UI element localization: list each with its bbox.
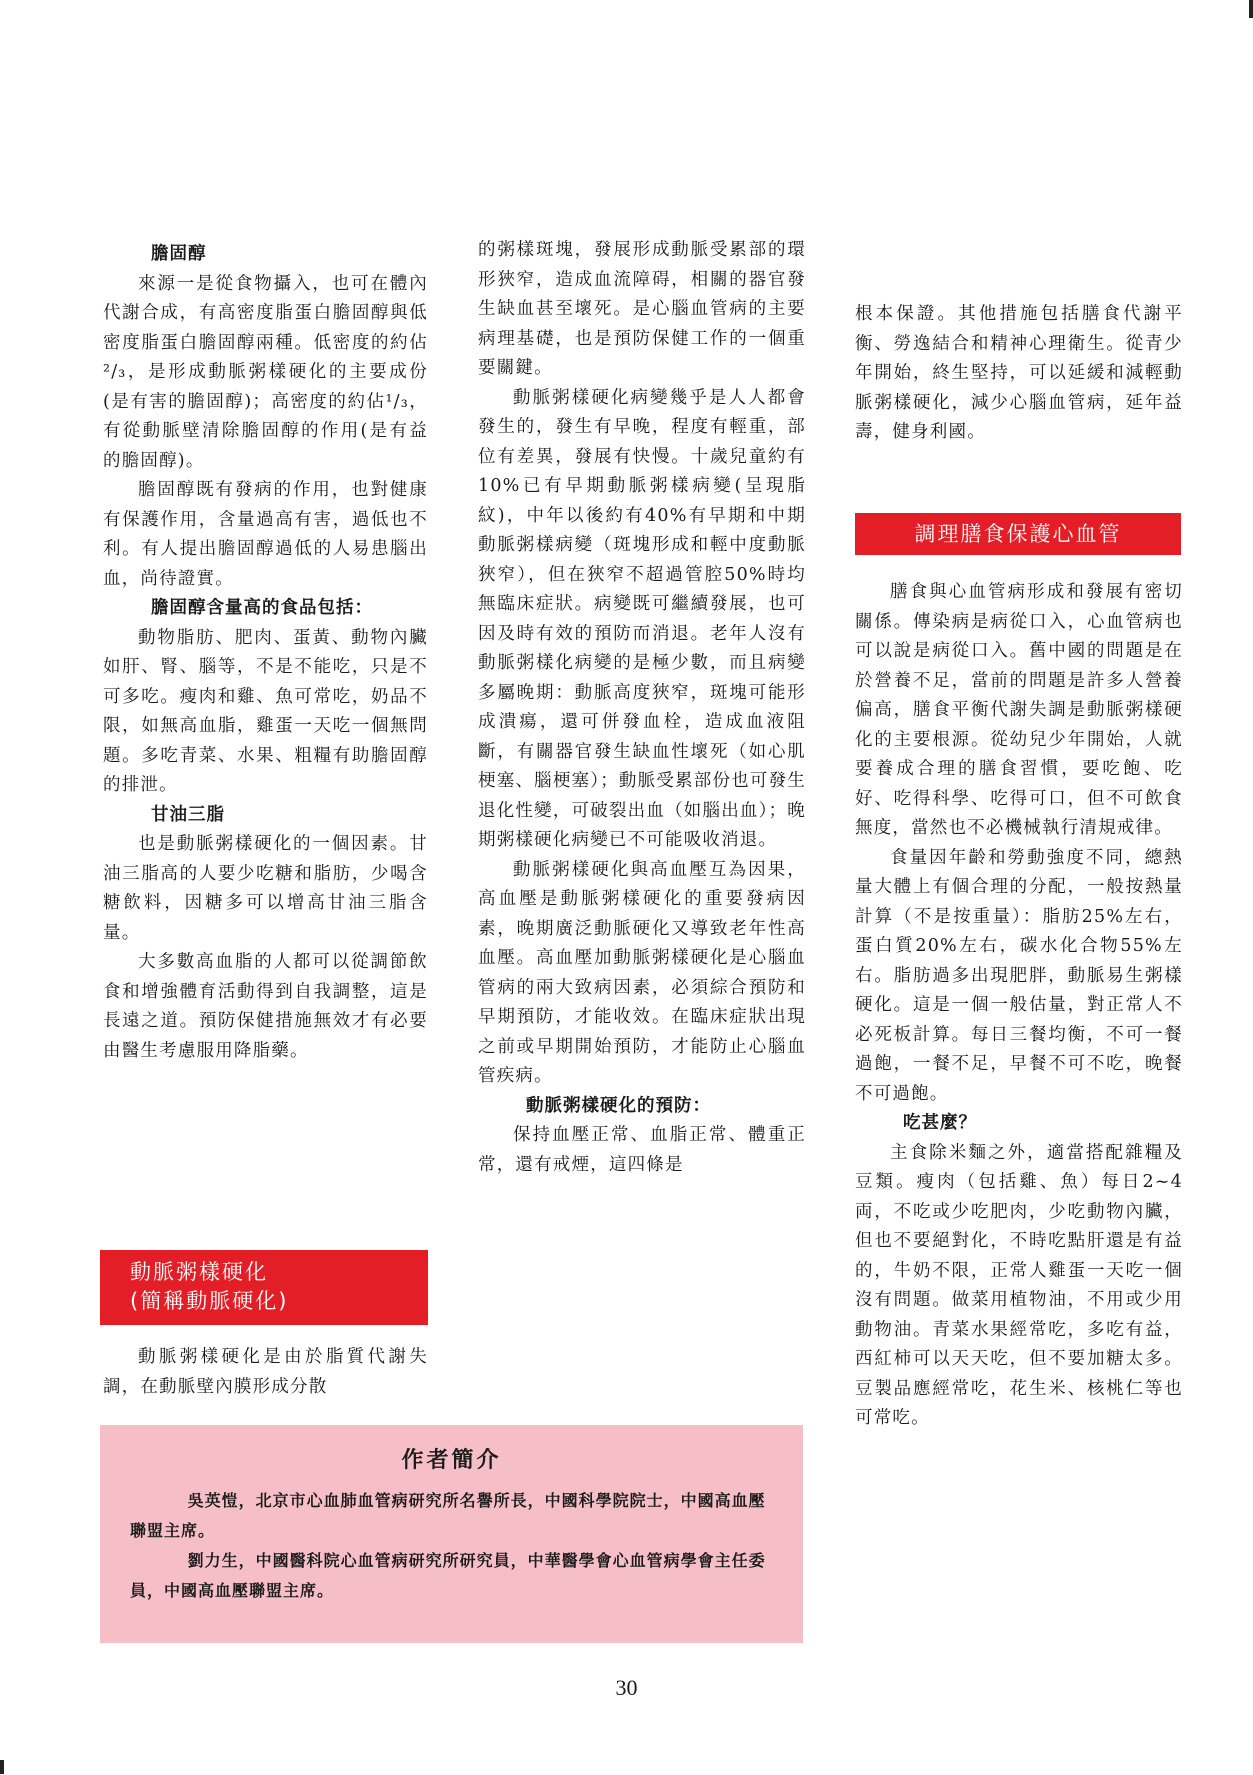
paragraph: 食量因年齡和勞動強度不同，總熱量大體上有個合理的分配，一般按熱量計算（不是按重量）：脂肪25%左右，蛋白質20%左右，碳水化合物55%左右。脂肪過多出現肥胖，動脈易生粥樣硬化。這是一個一般估量，對正常人不必死板計算。每日三餐均衡，不可一餐過飽，一餐不足，早餐不可不吃，晚餐不可過飽。 bbox=[855, 847, 1183, 1104]
section-heading: 膽固醇 bbox=[151, 244, 207, 264]
paragraph: 保持血壓正常、血脂正常、體重正常，還有戒煙，這四條是 bbox=[478, 1125, 806, 1175]
column-right-bottom bbox=[855, 578, 1183, 1434]
paragraph: 膳食與心血管病形成和發展有密切關係。傳染病是病從口入，心血管病也可以說是病從口入。舊中國的問題是在於營養不足，當前的問題是許多人營養偏高，膳食平衡代謝失調是動脈粥樣硬化的主要根源。從幼兒少年開始，人就要養成合理的膳食習慣，要吃飽、吃好、吃得科學、吃得可口，但不可飲食無度，當然也不必機械執行清規戒律。 bbox=[855, 582, 1183, 838]
section-heading: 動脈粥樣硬化的預防： bbox=[526, 1095, 711, 1116]
section-heading: 吃甚麼？ bbox=[903, 1113, 977, 1133]
paragraph: 根本保證。其他措施包括膳食代謝平衡、勞逸結合和精神心理衛生。從青少年開始，終生堅持，可以延緩和減輕動脈粥樣硬化，減少心腦血管病，延年益壽，健身利國。 bbox=[855, 304, 1183, 442]
page-number: 30 bbox=[615, 1675, 638, 1700]
author-box-title: 作者簡介 bbox=[401, 1448, 502, 1473]
paragraph: 大多數高血脂的人都可以從調節飲食和增強體育活動得到自我調整，這是長遠之道。預防保健措施無效才有必要由醫生考慮服用降脂藥。 bbox=[103, 952, 428, 1061]
paragraph: 也是動脈粥樣硬化的一個因素。甘油三脂高的人要少吃糖和脂肪，少喝含糖飲料，因糖多可以增高甘油三脂含量。 bbox=[103, 834, 428, 943]
paragraph: 動脈粥樣硬化與高血壓互為因果，高血壓是動脈粥樣硬化的重要發病因素，晚期廣泛動脈硬化又導致老年性高血壓。高血壓加動脈粥樣硬化是心腦血管病的兩大致病因素，必須綜合預防和早期預防，才能收效。在臨床症狀出現之前或早期開始預防，才能防止心腦血管疾病。 bbox=[478, 859, 806, 1086]
column-right bbox=[855, 300, 1183, 448]
paragraph: 動脈粥樣硬化病變幾乎是人人都會發生的，發生有早晚，程度有輕重，部位有差異，發展有快慢。十歲兒童約有10%已有早期動脈粥樣病變(呈現脂紋)，中年以後約有40%有早期和中期動脈粥樣病變（斑塊形成和輕中度動脈狹窄），但在狹窄不超過管腔50%時均無臨床症狀。病變既可繼續發展，也可因及時有效的預防而消退。老年人沒有動脈粥樣化病變的是極少數，而且病變多屬晚期：動脈高度狹窄，斑塊可能形成潰瘍，還可併發血栓，造成血液阻斷，有關器官發生缺血性壞死（如心肌梗塞、腦梗塞）；動脈受累部份也可發生退化性變，可破裂出血（如腦出血）；晚期粥樣硬化病變已不可能吸收消退。 bbox=[478, 387, 806, 850]
paragraph: 膽固醇既有發病的作用，也對健康有保護作用，含量過高有害，過低也不利。有人提出膽固醇過低的人易患腦出血，尚待證實。 bbox=[103, 480, 428, 589]
paragraph: 動物脂肪、肥肉、蛋黃、動物內臟如肝、腎、腦等，不是不能吃，只是不可多吃。瘦肉和雞、魚可常吃，奶品不限，如無高血脂，雞蛋一天吃一個無問題。多吃青菜、水果、粗糧有助膽固醇的排泄。 bbox=[103, 627, 428, 795]
column-left bbox=[103, 240, 428, 1066]
section-title-box: 調理膳食保護心血管 bbox=[855, 513, 1181, 555]
section-title-line: 動脈粥樣硬化 bbox=[130, 1260, 268, 1284]
section-heading: 甘油三脂 bbox=[151, 804, 225, 825]
paragraph: 主食除米麵之外，適當搭配雜糧及豆類。瘦肉（包括雞、魚）每日2~4両，不吃或少吃肥肉，少吃動物內臟，但也不要絕對化，不時吃點肝還是有益的，牛奶不限，正常人雞蛋一天吃一個沒有問題。做菜用植物油，不用或少用動物油。青菜水果經常吃，多吃有益，西紅柿可以天天吃，但不要加糖太多。豆製品應經常吃，花生米、核桃仁等也可常吃。 bbox=[855, 1142, 1183, 1428]
author-bio: 吳英愷，北京市心血肺血管病研究所名譽所長，中國科學院院士，中國高血壓聯盟主席。 bbox=[130, 1491, 766, 1540]
paragraph: 來源一是從食物攝入，也可在體內代謝合成，有高密度脂蛋白膽固醇與低密度脂蛋白膽固醇兩種。低密度的約佔²/₃，是形成動脈粥樣硬化的主要成份(是有害的膽固醇)；高密度的約佔¹/₃，有從動脈壁清除膽固醇的作用(是有益的膽固醇)。 bbox=[103, 273, 428, 471]
author-bio: 劉力生，中國醫科院心血管病研究所研究員，中華醫學會心血管病學會主任委員，中國高血壓聯盟主席。 bbox=[130, 1551, 766, 1600]
scan-edge-mark bbox=[0, 1760, 4, 1774]
column-left-bottom bbox=[103, 1343, 428, 1402]
paragraph: 的粥樣斑塊，發展形成動脈受累部的環形狹窄，造成血流障碍，相關的器官發生缺血甚至壞死。是心腦血管病的主要病理基礎，也是預防保健工作的一個重要關鍵。 bbox=[478, 240, 806, 378]
section-title-line: (簡稱動脈硬化) bbox=[130, 1289, 289, 1313]
paragraph: 動脈粥樣硬化是由於脂質代謝失調，在動脈壁內膜形成分散 bbox=[103, 1347, 428, 1397]
column-middle bbox=[478, 236, 806, 1180]
scan-edge-mark bbox=[1249, 0, 1253, 18]
section-title-box bbox=[100, 1250, 428, 1325]
section-heading: 膽固醇含量高的食品包括： bbox=[151, 598, 373, 618]
author-box bbox=[100, 1425, 803, 1643]
